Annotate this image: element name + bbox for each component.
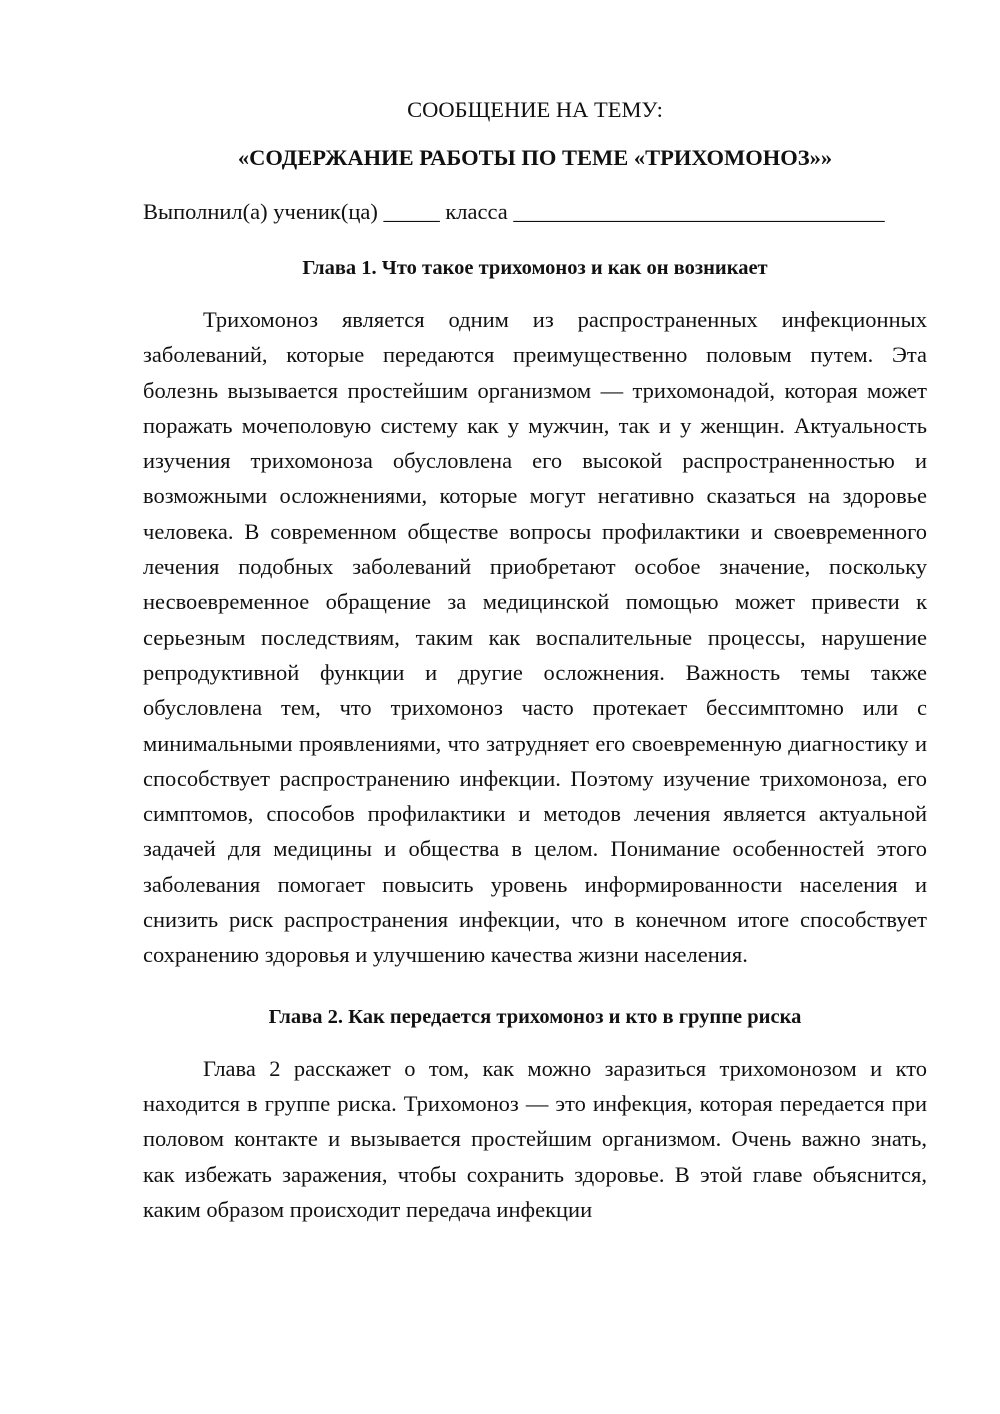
document-title-top: СООБЩЕНИЕ НА ТЕМУ: — [407, 97, 663, 122]
author-line: Выполнил(а) ученик(ца) _____ класса _________________________________ — [143, 199, 885, 224]
document-page — [143, 92, 927, 1227]
document-title-main: «СОДЕРЖАНИЕ РАБОТЫ ПО ТЕМЕ «ТРИХОМОНОЗ»» — [237, 145, 833, 170]
chapter-1-paragraph: Трихомоноз является одним из распространенных инфекционных заболеваний, которые передаются преимущественно половым путем. Эта болезнь вызывается простейшим организмом — трихомонадой, которая может поражать мочеполовую систему как у мужчин, так и у женщин. Актуальность изучения трихомоноза обусловлена его высокой распространенностью и возможными осложнениями, которые могут негативно сказаться на здоровье человека. В современном обществе вопросы профилактики и своевременного лечения подобных заболеваний приобретают особое значение, поскольку несвоевременное обращение за медицинской помощью может привести к серьезным последствиям, таким как воспалительные процессы, нарушение репродуктивной функции и другие осложнения. Важность темы также обусловлена тем, что трихомоноз часто протекает бессимптомно или с минимальными проявлениями, что затрудняет его своевременную диагностику и способствует распространению инфекции. Поэтому изучение трихомоноза, его симптомов, способов профилактики и методов лечения является актуальной задачей для медицины и общества в целом. Понимание особенностей этого заболевания помогает повысить уровень информированности населения и снизить риск распространения инфекции, что в конечном итоге способствует сохранению здоровья и улучшению качества жизни населения. — [143, 307, 927, 968]
chapter-2-heading: Глава 2. Как передается трихомоноз и кто в группе риска — [268, 1005, 802, 1028]
chapter-2-paragraph: Глава 2 расскажет о том, как можно заразиться трихомонозом и кто находится в группе риска. Трихомоноз — это инфекция, которая передается при половом контакте и вызывается простейшим организмом. Очень важно знать, как избежать заражения, чтобы сохранить здоровье. В этой главе объяснится, каким образом происходит передача инфекции — [143, 1055, 927, 1222]
chapter-1-heading: Глава 1. Что такое трихомоноз и как он возникает — [302, 257, 768, 279]
